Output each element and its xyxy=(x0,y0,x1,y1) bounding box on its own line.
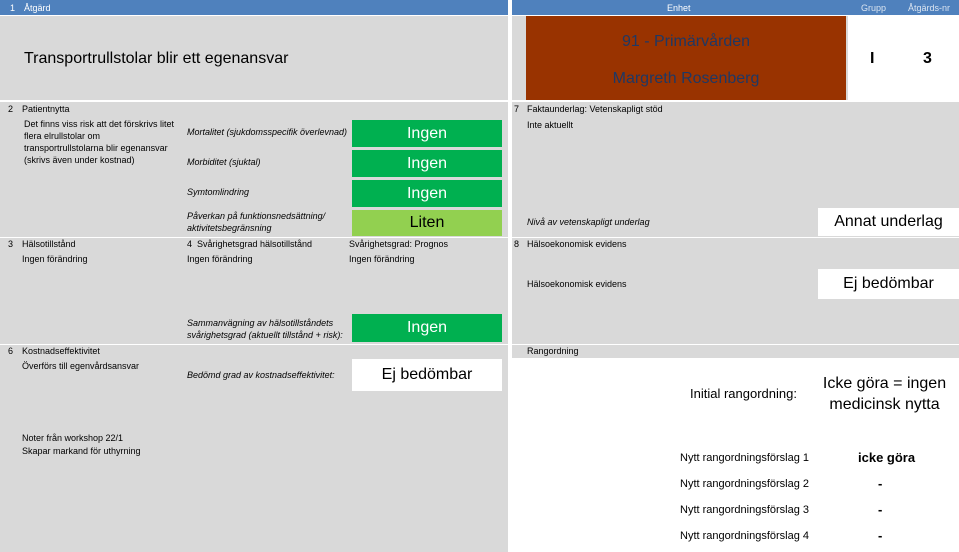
forslag-3-label: Nytt rangordningsförslag 3 xyxy=(680,504,810,516)
patientnytta-desc-box xyxy=(22,117,182,237)
unit-name: 91 - Primärvården xyxy=(621,32,751,50)
symtomlindring-value: Ingen xyxy=(352,180,502,207)
halsotillstand-value: Ingen förändring xyxy=(22,254,88,264)
halsotillstand-label: Hälsotillstånd xyxy=(22,239,76,249)
kostnad-text: Överförs till egenvårdsansvar xyxy=(22,361,140,371)
niva-label: Nivå av vetenskapligt underlag xyxy=(527,217,650,227)
prognos-value: Ingen förändring xyxy=(349,254,415,264)
halsoekonomisk-label: Hälsoekonomisk evidens xyxy=(527,239,627,249)
atgard-label: Åtgärd xyxy=(24,3,51,13)
patientnytta-description: Det finns viss risk att det förskrivs litet flera elrullstolar om transportrullstolarna blir egenansvar (skrivs även under kostnad) xyxy=(24,119,175,165)
morbiditet-value: Ingen xyxy=(352,150,502,177)
unit-box xyxy=(526,16,846,100)
patientnytta-header xyxy=(0,102,508,117)
halsoekonomisk-sub-label: Hälsoekonomisk evidens xyxy=(527,279,627,289)
halsotillstand-values xyxy=(0,251,508,266)
kostnad-header xyxy=(0,345,508,358)
atgardsnr-value: 3 xyxy=(923,50,932,67)
paverkan-label: Påverkan på funktionsnedsättning/ aktivitetsbegränsning xyxy=(187,211,326,233)
halsoekonomisk-number: 8 xyxy=(514,239,520,249)
kostnad-grad-value: Ej bedömbar xyxy=(352,359,502,391)
halsotillstand-number: 3 xyxy=(8,239,14,249)
mortalitet-label: Mortalitet (sjukdomsspecifik överlevnad) xyxy=(187,127,348,137)
atgardsnr-label: Åtgärds-nr xyxy=(908,3,951,13)
noter-text: Skapar markand för uthyrning xyxy=(22,446,141,456)
left-margin-gray xyxy=(0,117,22,237)
svarighetsgrad-number: 4 xyxy=(187,239,193,249)
rangordning-body xyxy=(512,358,959,552)
niva-value: Annat underlag xyxy=(818,208,959,236)
title-area xyxy=(0,16,508,100)
rangordning-label: Rangordning xyxy=(527,346,579,356)
symtomlindring-label: Symtomlindring xyxy=(187,187,250,197)
grupp-box xyxy=(848,16,959,100)
halsoekonomisk-value: Ej bedömbar xyxy=(818,269,959,299)
forslag-2-label: Nytt rangordningsförslag 2 xyxy=(680,478,810,490)
fakta-text: Inte aktuellt xyxy=(527,120,574,130)
initial-rangordning-label: Initial rangordning: xyxy=(690,386,797,401)
forslag-4-label: Nytt rangordningsförslag 4 xyxy=(680,530,810,542)
forslag-4-value: - xyxy=(878,528,883,543)
forslag-3-value: - xyxy=(878,502,883,517)
patientnytta-number: 2 xyxy=(8,104,14,114)
noter-box xyxy=(0,430,508,552)
kostnad-label: Kostnadseffektivitet xyxy=(22,346,100,356)
morbiditet-label: Morbiditet (sjuktal) xyxy=(187,157,261,167)
person-name: Margreth Rosenberg xyxy=(612,69,760,87)
prognos-label: Svårighetsgrad: Prognos xyxy=(349,239,449,249)
sammanvagning-value: Ingen xyxy=(352,314,502,342)
forslag-1-value: icke göra xyxy=(858,450,916,465)
sammanvagning-label: Sammanvägning av hälsotillståndets svårighetsgrad (aktuellt tillstånd + risk): xyxy=(187,318,343,340)
paverkan-value: Liten xyxy=(352,210,502,236)
halsotillstand-header xyxy=(0,238,508,251)
fakta-header xyxy=(512,102,959,117)
atgard-header-bar xyxy=(0,0,508,15)
kostnad-number: 6 xyxy=(8,346,14,356)
noter-title: Noter från workshop 22/1 xyxy=(22,433,124,443)
forslag-2-value: - xyxy=(878,476,883,491)
halsoekonomisk-header xyxy=(512,238,959,251)
mortalitet-value: Ingen xyxy=(352,120,502,147)
patientnytta-label: Patientnytta xyxy=(22,104,70,114)
atgard-number: 1 xyxy=(10,3,16,13)
kostnad-grad-label: Bedömd grad av kostnadseffektivitet: xyxy=(187,370,335,380)
grupp-label: Grupp xyxy=(861,3,887,13)
svarighetsgrad-value: Ingen förändring xyxy=(187,254,253,264)
grupp-value: I xyxy=(870,50,875,67)
initial-rangordning-value: Icke göra = ingen medicinsk nytta xyxy=(822,375,947,413)
fakta-label: Faktaunderlag: Vetenskapligt stöd xyxy=(527,104,663,114)
page-title: Transportrullstolar blir ett egenansvar xyxy=(24,50,289,67)
enhet-header-bar xyxy=(512,0,959,15)
svarighetsgrad-label: Svårighetsgrad hälsotillstånd xyxy=(197,239,313,249)
forslag-1-label: Nytt rangordningsförslag 1 xyxy=(680,452,810,464)
enhet-label: Enhet xyxy=(667,3,691,13)
rangordning-header xyxy=(512,345,959,358)
fakta-number: 7 xyxy=(514,104,520,114)
